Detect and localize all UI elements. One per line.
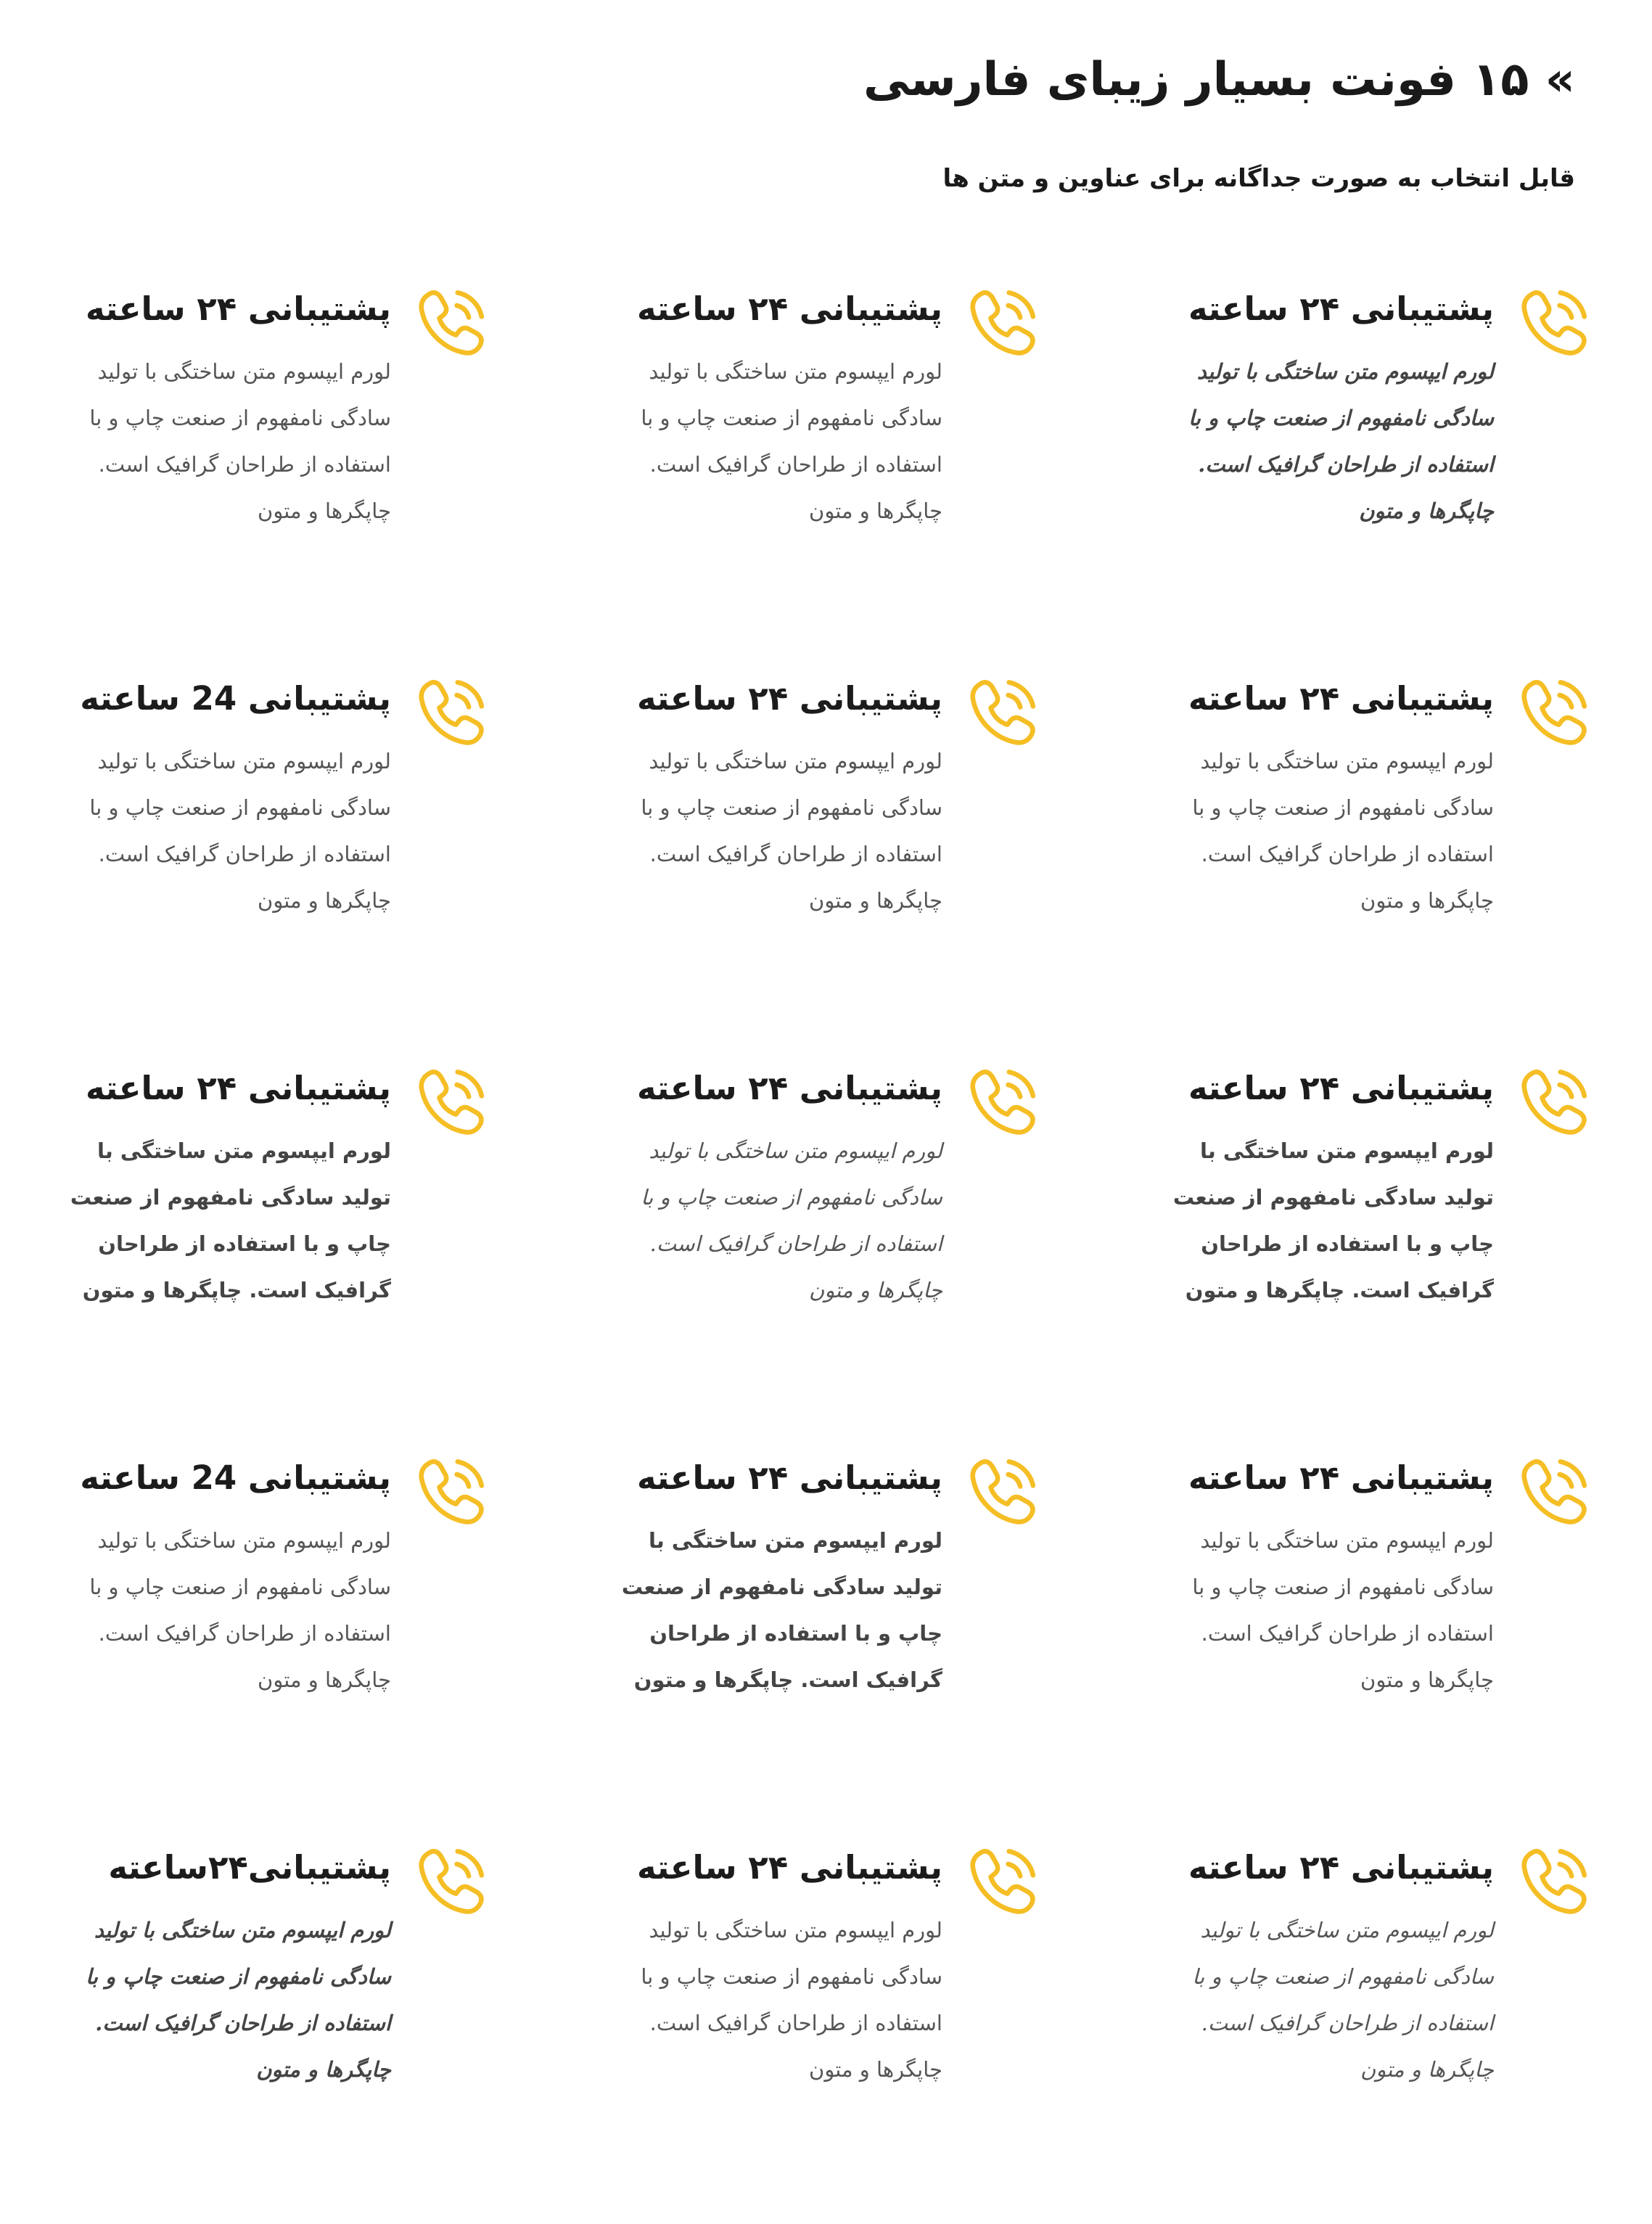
- phone-icon: [411, 1061, 491, 1141]
- phone-icon: [963, 671, 1043, 751]
- card-text: لورم ایپسوم متن ساختگی با تولید سادگی نامفهوم از صنعت چاپ و با استفاده از طراحان گرافیک است. چاپگرها و متون: [641, 749, 942, 913]
- phone-icon: [411, 671, 491, 751]
- phone-icon: [411, 282, 491, 361]
- card-title: پشتیبانی 24 ساعته: [80, 1458, 391, 1497]
- phone-icon: [963, 1450, 1043, 1530]
- card-text: لورم ایپسوم متن ساختگی با تولید سادگی نامفهوم از صنعت چاپ و با استفاده از طراحان گرافیک است. چاپگرها و متون: [70, 1138, 391, 1302]
- card-title: پشتیبانی ۲۴ ساعته: [1188, 290, 1494, 328]
- feature-card: [549, 1834, 1043, 2224]
- page-subtitle: قابل انتخاب به صورت جداگانه برای عناوین و متن ها: [942, 164, 1575, 193]
- card-text: لورم ایپسوم متن ساختگی با تولید سادگی نامفهوم از صنعت چاپ و با استفاده از طراحان گرافیک است. چاپگرها و متون: [1192, 1918, 1494, 2082]
- feature-card: [0, 1055, 491, 1445]
- phone-icon: [963, 1840, 1043, 1920]
- card-text: لورم ایپسوم متن ساختگی با تولید سادگی نامفهوم از صنعت چاپ و با استفاده از طراحان گرافیک است. چاپگرها و متون: [1192, 749, 1494, 913]
- feature-card: [549, 1445, 1043, 1834]
- card-text: لورم ایپسوم متن ساختگی با تولید سادگی نامفهوم از صنعت چاپ و با استفاده از طراحان گرافیک است. چاپگرها و متون: [641, 359, 942, 523]
- card-title: پشتیبانی ۲۴ ساعته: [1188, 1848, 1494, 1887]
- card-text: لورم ایپسوم متن ساختگی با تولید سادگی نامفهوم از صنعت چاپ و با استفاده از طراحان گرافیک است. چاپگرها و متون: [1172, 1138, 1494, 1302]
- card-text: لورم ایپسوم متن ساختگی با تولید سادگی نامفهوم از صنعت چاپ و با استفاده از طراحان گرافیک است. چاپگرها و متون: [86, 1918, 391, 2082]
- card-title: پشتیبانی 24 ساعته: [80, 679, 391, 718]
- card-text: لورم ایپسوم متن ساختگی با تولید سادگی نامفهوم از صنعت چاپ و با استفاده از طراحان گرافیک است. چاپگرها و متون: [89, 1528, 391, 1692]
- phone-icon: [963, 282, 1043, 361]
- card-text: لورم ایپسوم متن ساختگی با تولید سادگی نامفهوم از صنعت چاپ و با استفاده از طراحان گرافیک است. چاپگرها و متون: [641, 1918, 942, 2082]
- feature-card: [1101, 276, 1594, 665]
- card-title: پشتیبانی ۲۴ ساعته: [637, 1848, 942, 1887]
- card-title: پشتیبانی ۲۴ ساعته: [1188, 679, 1494, 718]
- phone-icon: [1514, 282, 1594, 361]
- card-text: لورم ایپسوم متن ساختگی با تولید سادگی نامفهوم از صنعت چاپ و با استفاده از طراحان گرافیک است. چاپگرها و متون: [641, 1138, 942, 1302]
- phone-icon: [1514, 1840, 1594, 1920]
- card-title: پشتیبانی ۲۴ ساعته: [637, 679, 942, 718]
- card-title: پشتیبانی ۲۴ ساعته: [637, 290, 942, 328]
- card-title: پشتیبانی ۲۴ ساعته: [637, 1458, 942, 1497]
- card-text: لورم ایپسوم متن ساختگی با تولید سادگی نامفهوم از صنعت چاپ و با استفاده از طراحان گرافیک است. چاپگرها و متون: [621, 1528, 942, 1692]
- phone-icon: [963, 1061, 1043, 1141]
- card-title: پشتیبانی۲۴ساعته: [108, 1848, 391, 1887]
- phone-icon: [1514, 671, 1594, 751]
- feature-card: [0, 1834, 491, 2224]
- card-text: لورم ایپسوم متن ساختگی با تولید سادگی نامفهوم از صنعت چاپ و با استفاده از طراحان گرافیک است. چاپگرها و متون: [1188, 359, 1494, 523]
- card-title: پشتیبانی ۲۴ ساعته: [1188, 1069, 1494, 1107]
- feature-card: [549, 276, 1043, 665]
- card-text: لورم ایپسوم متن ساختگی با تولید سادگی نامفهوم از صنعت چاپ و با استفاده از طراحان گرافیک است. چاپگرها و متون: [89, 359, 391, 523]
- phone-icon: [1514, 1061, 1594, 1141]
- card-text: لورم ایپسوم متن ساختگی با تولید سادگی نامفهوم از صنعت چاپ و با استفاده از طراحان گرافیک است. چاپگرها و متون: [89, 749, 391, 913]
- card-title: پشتیبانی ۲۴ ساعته: [86, 1069, 391, 1107]
- page-header: [850, 44, 1575, 200]
- feature-card: [1101, 665, 1594, 1055]
- feature-card: [0, 1445, 491, 1834]
- phone-icon: [411, 1450, 491, 1530]
- card-title: پشتیبانی ۲۴ ساعته: [86, 290, 391, 328]
- feature-card: [1101, 1834, 1594, 2224]
- feature-grid: [56, 276, 1594, 2133]
- card-title: پشتیبانی ۲۴ ساعته: [637, 1069, 942, 1107]
- page-title: » ۱۵ فونت بسیار زیبای فارسی: [863, 53, 1575, 107]
- phone-icon: [1514, 1450, 1594, 1530]
- feature-card: [0, 665, 491, 1055]
- card-text: لورم ایپسوم متن ساختگی با تولید سادگی نامفهوم از صنعت چاپ و با استفاده از طراحان گرافیک است. چاپگرها و متون: [1192, 1528, 1494, 1692]
- feature-card: [0, 276, 491, 665]
- feature-card: [1101, 1055, 1594, 1445]
- card-title: پشتیبانی ۲۴ ساعته: [1188, 1458, 1494, 1497]
- feature-card: [549, 1055, 1043, 1445]
- phone-icon: [411, 1840, 491, 1920]
- feature-card: [1101, 1445, 1594, 1834]
- feature-card: [549, 665, 1043, 1055]
